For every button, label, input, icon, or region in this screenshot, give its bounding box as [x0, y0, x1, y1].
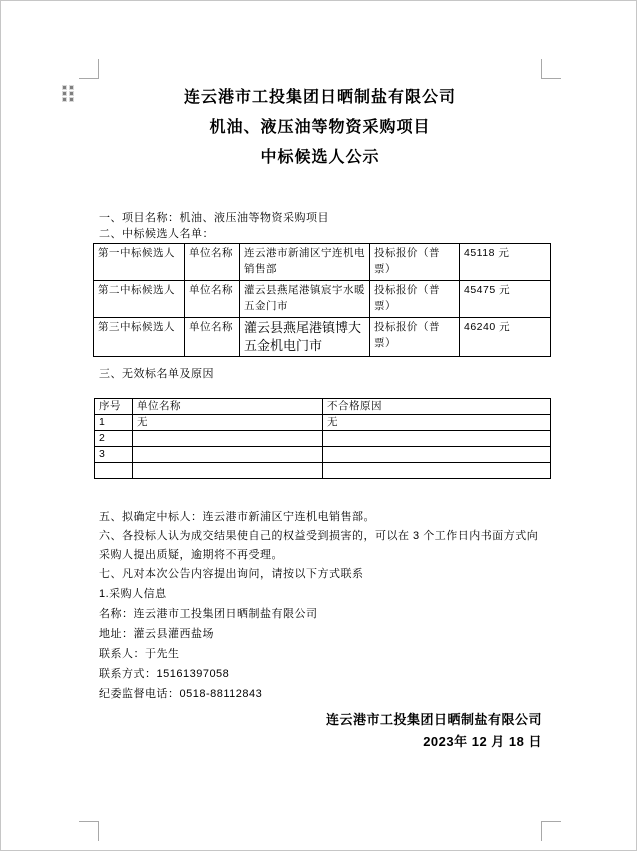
cell-reason	[323, 463, 551, 479]
candidate-company: 灌云县燕尾港镇博大五金机电门市	[240, 318, 370, 357]
table-row	[95, 463, 551, 479]
cell-unit: 无	[133, 415, 323, 431]
cell-reason: 无	[323, 415, 551, 431]
price-label: 投标报价（普票）	[370, 244, 460, 281]
candidate-company: 连云港市新浦区宁连机电销售部	[240, 244, 370, 281]
title-line-notice: 中标候选人公示	[260, 149, 380, 166]
invalid-bids-table	[94, 398, 551, 479]
signature-company: 连云港市工投集团日晒制盐有限公司	[325, 712, 542, 727]
unit-label: 单位名称	[185, 281, 240, 318]
purchaser-info-heading: 1.采购人信息	[99, 588, 167, 600]
candidate-price: 45475 元	[460, 281, 551, 318]
purchaser-address: 地址：灌云县灌西盐场	[99, 628, 214, 640]
purchaser-name: 名称：连云港市工投集团日晒制盐有限公司	[99, 608, 318, 620]
text-boundary-mark-top-right	[541, 59, 561, 79]
cell-index: 1	[95, 415, 133, 431]
drag-handle-dots-icon[interactable]	[63, 86, 73, 101]
table-row	[95, 431, 551, 447]
col-header-unit: 单位名称	[133, 399, 323, 415]
table-row	[94, 318, 551, 357]
contact-person: 联系人：于先生	[99, 648, 180, 660]
title-line-project: 机油、液压油等物资采购项目	[209, 119, 431, 136]
section-inquiry: 七、凡对本次公告内容提出询问，请按以下方式联系	[99, 568, 364, 580]
cell-unit	[133, 431, 323, 447]
cell-index: 3	[95, 447, 133, 463]
candidate-price: 45118 元	[460, 244, 551, 281]
text-boundary-mark-bottom-right	[541, 821, 561, 841]
contact-phone: 联系方式：15161397058	[99, 668, 230, 680]
cell-unit	[133, 463, 323, 479]
col-header-reason: 不合格原因	[323, 399, 551, 415]
title-line-company: 连云港市工投集团日晒制盐有限公司	[183, 89, 456, 106]
unit-label: 单位名称	[185, 318, 240, 357]
section-objection: 六、各投标人认为成交结果使自己的权益受到损害的，可以在 3 个工作日内书面方式向采购人提出质疑，逾期将不再受理。	[99, 530, 539, 561]
text-boundary-mark-bottom-left	[79, 821, 99, 841]
candidate-rank: 第三中标候选人	[94, 318, 185, 357]
table-header-row	[95, 399, 551, 415]
price-label: 投标报价（普票）	[370, 281, 460, 318]
document-title	[99, 83, 541, 173]
lower-paragraphs	[99, 508, 546, 704]
candidate-rank: 第一中标候选人	[94, 244, 185, 281]
cell-index: 2	[95, 431, 133, 447]
candidate-rank: 第二中标候选人	[94, 281, 185, 318]
section-project-name: 一、项目名称：机油、液压油等物资采购项目	[99, 212, 329, 224]
candidate-price: 46240 元	[460, 318, 551, 357]
table-row	[95, 447, 551, 463]
col-header-index: 序号	[95, 399, 133, 415]
section-invalid-heading: 三、无效标名单及原因	[99, 368, 214, 380]
cell-reason	[323, 447, 551, 463]
supervision-phone: 纪委监督电话：0518-88112843	[99, 688, 263, 700]
table-row	[94, 281, 551, 318]
candidate-company: 灌云县燕尾港镇宸宇水暖五金门市	[240, 281, 370, 318]
price-label: 投标报价（普票）	[370, 318, 460, 357]
text-boundary-mark-top-left	[79, 59, 99, 79]
signature-block	[326, 709, 542, 753]
unit-label: 单位名称	[185, 244, 240, 281]
cell-unit	[133, 447, 323, 463]
cell-reason	[323, 431, 551, 447]
table-row	[94, 244, 551, 281]
section-candidates-heading: 二、中标候选人名单：	[99, 228, 214, 240]
section-winner: 五、拟确定中标人：连云港市新浦区宁连机电销售部。	[99, 511, 375, 523]
cell-index	[95, 463, 133, 479]
table-row	[95, 415, 551, 431]
candidates-table	[93, 243, 551, 357]
signature-date: 2023年 12 月 18 日	[423, 734, 542, 749]
